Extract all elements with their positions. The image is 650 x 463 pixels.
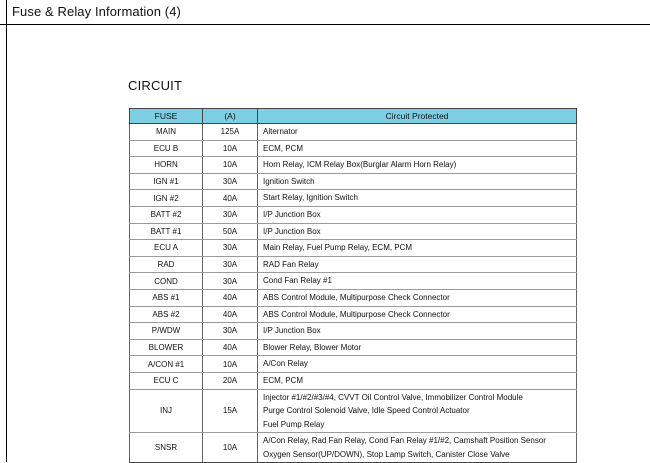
circuit-line: A/Con Relay xyxy=(263,359,308,369)
column-header-fuse: FUSE xyxy=(130,109,203,124)
page-header xyxy=(0,0,650,25)
table-row xyxy=(130,223,577,240)
circuit-line: Ignition Switch xyxy=(263,176,315,186)
circuit-line: Cond Fan Relay #1 xyxy=(263,276,332,286)
circuit-protected-cell xyxy=(258,306,577,323)
fuse-name-cell: COND xyxy=(130,273,203,290)
fuse-name-cell: ECU A xyxy=(130,240,203,257)
fuse-name-cell: BATT #2 xyxy=(130,206,203,223)
circuit-line: ABS Control Module, Multipurpose Check Connector xyxy=(263,309,450,319)
fuse-name-cell: MAIN xyxy=(130,124,203,141)
circuit-protected-cell xyxy=(258,372,577,389)
fuse-name-cell: ECU B xyxy=(130,140,203,157)
circuit-line: Alternator xyxy=(263,127,298,136)
fuse-name-cell: RAD xyxy=(130,256,203,273)
table-row xyxy=(130,339,577,356)
circuit-protected-cell xyxy=(258,124,577,141)
fuse-amperage-cell: 30A xyxy=(203,173,258,190)
circuit-line: I/P Junction Box xyxy=(263,209,321,219)
fuse-name-cell: INJ xyxy=(130,389,203,433)
fuse-name-cell: BLOWER xyxy=(130,339,203,356)
table-row xyxy=(130,140,577,157)
circuit-line: Main Relay, Fuel Pump Relay, ECM, PCM xyxy=(263,243,413,253)
table-row xyxy=(130,389,577,433)
fuse-amperage-cell: 50A xyxy=(203,223,258,240)
circuit-protected-cell xyxy=(258,256,577,273)
circuit-line: Purge Control Solenoid Valve, Idle Speed Control Actuator xyxy=(263,406,470,416)
circuit-line: A/Con Relay, Rad Fan Relay, Cond Fan Relay #1/#2, Camshaft Position Sensor xyxy=(263,436,546,446)
circuit-line: I/P Junction Box xyxy=(263,226,321,236)
fuse-amperage-cell: 30A xyxy=(203,323,258,340)
table-body xyxy=(130,124,577,463)
circuit-line: RAD Fan Relay xyxy=(263,259,319,269)
fuse-amperage-cell: 10A xyxy=(203,433,258,463)
circuit-protected-cell xyxy=(258,173,577,190)
fuse-name-cell: ECU C xyxy=(130,372,203,389)
fuse-name-cell: IGN #2 xyxy=(130,190,203,207)
fuse-amperage-cell: 10A xyxy=(203,356,258,373)
table-row xyxy=(130,157,577,174)
fuse-amperage-cell: 10A xyxy=(203,157,258,174)
circuit-line: ECM, PCM xyxy=(263,375,303,385)
column-header-amp: (A) xyxy=(203,109,258,124)
fuse-amperage-cell: 40A xyxy=(203,306,258,323)
fuse-name-cell: BATT #1 xyxy=(130,223,203,240)
fuse-name-cell: IGN #1 xyxy=(130,173,203,190)
table-row xyxy=(130,173,577,190)
circuit-protected-cell xyxy=(258,339,577,356)
fuse-amperage-cell: 40A xyxy=(203,339,258,356)
table-row xyxy=(130,240,577,257)
circuit-protected-cell xyxy=(258,356,577,373)
fuse-amperage-cell: 30A xyxy=(203,240,258,257)
fuse-amperage-cell: 10A xyxy=(203,140,258,157)
fuse-amperage-cell: 20A xyxy=(203,372,258,389)
fuse-name-cell: ABS #2 xyxy=(130,306,203,323)
page-left-border xyxy=(6,0,7,462)
circuit-protected-cell xyxy=(258,433,577,463)
fuse-name-cell: SNSR xyxy=(130,433,203,463)
table-row xyxy=(130,256,577,273)
table-row xyxy=(130,306,577,323)
circuit-line: Blower Relay, Blower Motor xyxy=(263,342,362,352)
table-row xyxy=(130,289,577,306)
table-row xyxy=(130,372,577,389)
table-row xyxy=(130,206,577,223)
fuse-amperage-cell: 40A xyxy=(203,190,258,207)
fuse-amperage-cell: 40A xyxy=(203,289,258,306)
circuit-protected-cell xyxy=(258,223,577,240)
table-header-row xyxy=(130,109,577,124)
circuit-line: ABS Control Module, Multipurpose Check Connector xyxy=(263,292,450,302)
table-row xyxy=(130,323,577,340)
table-row xyxy=(130,273,577,290)
fuse-name-cell: ABS #1 xyxy=(130,289,203,306)
fuse-name-cell: P/WDW xyxy=(130,323,203,340)
circuit-protected-cell xyxy=(258,140,577,157)
circuit-line: Horn Relay, ICM Relay Box(Burglar Alarm Horn Relay) xyxy=(263,160,457,170)
fuse-amperage-cell: 15A xyxy=(203,389,258,433)
circuit-line: I/P Junction Box xyxy=(263,326,321,336)
table-row xyxy=(130,356,577,373)
fuse-amperage-cell: 30A xyxy=(203,273,258,290)
circuit-protected-cell xyxy=(258,323,577,340)
table-row xyxy=(130,433,577,463)
circuit-protected-cell xyxy=(258,190,577,207)
fuse-amperage-cell: 30A xyxy=(203,206,258,223)
circuit-line: Injector #1/#2/#3/#4, CVVT Oil Control Valve, Immobilizer Control Module xyxy=(263,392,523,402)
circuit-protected-cell xyxy=(258,240,577,257)
circuit-protected-cell xyxy=(258,389,577,433)
fuse-name-cell: A/CON #1 xyxy=(130,356,203,373)
column-header-circuit: Circuit Protected xyxy=(258,109,577,124)
table-row xyxy=(130,190,577,207)
circuit-line: Start Relay, Ignition Switch xyxy=(263,193,359,203)
circuit-protected-cell xyxy=(258,273,577,290)
fuse-amperage-cell: 125A xyxy=(203,124,258,141)
circuit-line: ECM, PCM xyxy=(263,143,303,153)
fuse-amperage-cell: 30A xyxy=(203,256,258,273)
section-title: CIRCUIT xyxy=(128,78,183,93)
fuse-table xyxy=(129,108,577,463)
page-title: Fuse & Relay Information (4) xyxy=(12,4,181,19)
circuit-protected-cell xyxy=(258,206,577,223)
circuit-line: Oxygen Sensor(UP/DOWN), Stop Lamp Switch, Canister Close Valve xyxy=(263,449,510,459)
circuit-protected-cell xyxy=(258,289,577,306)
table-row xyxy=(130,124,577,141)
circuit-protected-cell xyxy=(258,157,577,174)
circuit-line: Fuel Pump Relay xyxy=(263,419,325,429)
fuse-name-cell: HORN xyxy=(130,157,203,174)
